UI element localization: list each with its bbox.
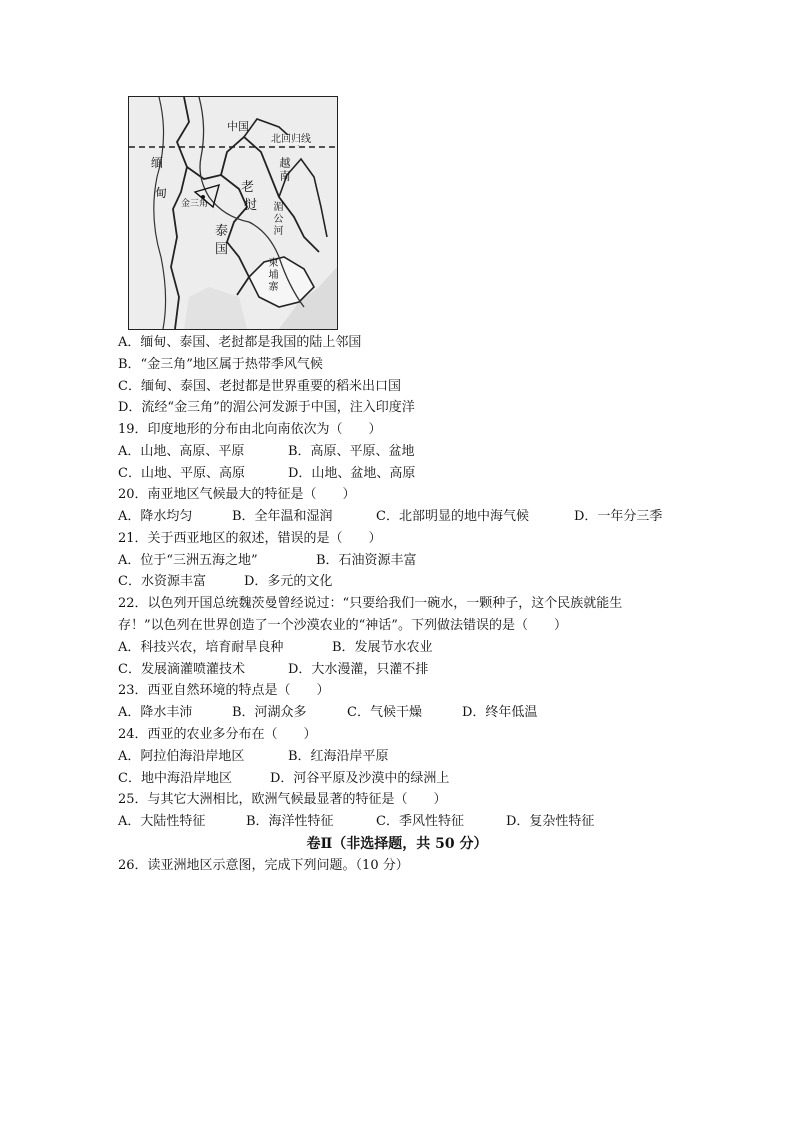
q22-options-row-2 bbox=[118, 661, 428, 679]
q20-stem: 20．南亚地区气候最大的特征是（ ） bbox=[118, 487, 356, 502]
q20-option-d: D．一年分三季 bbox=[574, 509, 663, 524]
q24-option-b: B．红海沿岸平原 bbox=[288, 749, 389, 764]
laos-label-2: 挝 bbox=[244, 198, 258, 213]
q19-option-d: D．山地、盆地、高原 bbox=[288, 466, 416, 481]
q23-option-b: B．河湖众多 bbox=[232, 705, 307, 720]
vietnam-label: 越南 bbox=[278, 157, 291, 183]
mekong-river-label: 湄公河 bbox=[271, 201, 282, 237]
q25-option-d: D．复杂性特征 bbox=[506, 814, 595, 829]
q19-stem: 19．印度地形的分布由北向南依次为（ ） bbox=[118, 422, 382, 437]
q24-stem: 24．西亚的农业多分布在（ ） bbox=[118, 727, 317, 742]
q22-option-a: A．科技兴农，培育耐旱良种 bbox=[118, 640, 284, 655]
q21-options-row-2 bbox=[118, 573, 332, 591]
q23-options-row bbox=[118, 704, 537, 722]
q24-option-d: D．河谷平原及沙漠中的绿洲上 bbox=[270, 771, 450, 786]
q24-option-a: A．阿拉伯海沿岸地区 bbox=[118, 749, 245, 764]
q20-option-a: A．降水均匀 bbox=[118, 509, 193, 524]
q19-option-a: A．山地、高原、平原 bbox=[118, 444, 245, 459]
q25-option-c: C．季风性特征 bbox=[376, 814, 464, 829]
q21-option-b: B．石油资源丰富 bbox=[316, 553, 417, 568]
q25-option-b: B．海洋性特征 bbox=[246, 814, 334, 829]
q22-option-d: D．大水漫灌，只灌不排 bbox=[288, 662, 429, 677]
q18-option-a: A．缅甸、泰国、老挝都是我国的陆上邻国 bbox=[118, 335, 362, 350]
q22-stem-line-1: 22．以色列开国总统魏茨曼曾经说过：“只要给我们一碗水，一颗种子，这个民族就能生 bbox=[118, 596, 623, 611]
q24-options-row-1 bbox=[118, 748, 389, 766]
thailand-label-1: 泰 bbox=[215, 224, 229, 239]
laos-label-1: 老 bbox=[241, 180, 255, 195]
q22-option-c: C．发展滴灌喷灌技术 bbox=[118, 662, 245, 677]
tropic-of-cancer-label: 北回归线 bbox=[271, 134, 311, 145]
q21-options-row-1 bbox=[118, 552, 417, 570]
q21-stem: 21．关于西亚地区的叙述，错误的是（ ） bbox=[118, 531, 382, 546]
q23-option-c: C．气候干燥 bbox=[347, 705, 422, 720]
q25-option-a: A．大陆性特征 bbox=[118, 814, 206, 829]
q20-option-b: B．全年温和湿润 bbox=[232, 509, 333, 524]
q20-option-c: C．北部明显的地中海气候 bbox=[376, 509, 529, 524]
q22-options-row-1 bbox=[118, 639, 433, 657]
china-label: 中国 bbox=[227, 120, 249, 133]
section-2-title: 卷Ⅱ（非选择题，共 50 分） bbox=[306, 836, 488, 852]
q26-stem: 26．读亚洲地区示意图，完成下列问题。（10 分） bbox=[118, 858, 409, 873]
q19-option-b: B．高原、平原、盆地 bbox=[288, 444, 415, 459]
thailand-label-2: 国 bbox=[215, 242, 229, 257]
q24-options-row-2 bbox=[118, 770, 449, 788]
cambodia-label: 柬埔寨 bbox=[266, 257, 277, 293]
myanmar-label-1: 缅 bbox=[151, 156, 164, 170]
myanmar-label-2: 甸 bbox=[155, 186, 168, 200]
q25-stem: 25．与其它大洲相比，欧洲气候最显著的特征是（ ） bbox=[118, 792, 447, 807]
q23-option-d: D．终年低温 bbox=[462, 705, 538, 720]
q21-option-a: A．位于“三洲五海之地” bbox=[118, 553, 258, 568]
q19-options-row-1 bbox=[118, 443, 415, 461]
q22-option-b: B．发展节水农业 bbox=[332, 640, 433, 655]
q25-options-row bbox=[118, 813, 594, 831]
q23-option-a: A．降水丰沛 bbox=[118, 705, 193, 720]
q18-option-b: B．“金三角”地区属于热带季风气候 bbox=[118, 357, 323, 372]
golden-triangle-label: 金三角 bbox=[181, 199, 209, 209]
q19-option-c: C．山地、平原、高原 bbox=[118, 466, 245, 481]
q22-stem-line-2: 存！”以色列在世界创造了一个沙漠农业的“神话”。下列做法错误的是（ ） bbox=[118, 618, 567, 633]
q18-option-c: C．缅甸、泰国、老挝都是世界重要的稻米出口国 bbox=[118, 379, 401, 394]
mekong-region-map bbox=[128, 96, 338, 330]
q21-option-d: D．多元的文化 bbox=[244, 574, 333, 589]
q24-option-c: C．地中海沿岸地区 bbox=[118, 771, 232, 786]
q20-options-row bbox=[118, 508, 662, 526]
q19-options-row-2 bbox=[118, 465, 415, 483]
q23-stem: 23．西亚自然环境的特点是（ ） bbox=[118, 683, 330, 698]
q18-option-d: D．流经“金三角”的湄公河发源于中国，注入印度洋 bbox=[118, 400, 415, 415]
q21-option-c: C．水资源丰富 bbox=[118, 574, 206, 589]
